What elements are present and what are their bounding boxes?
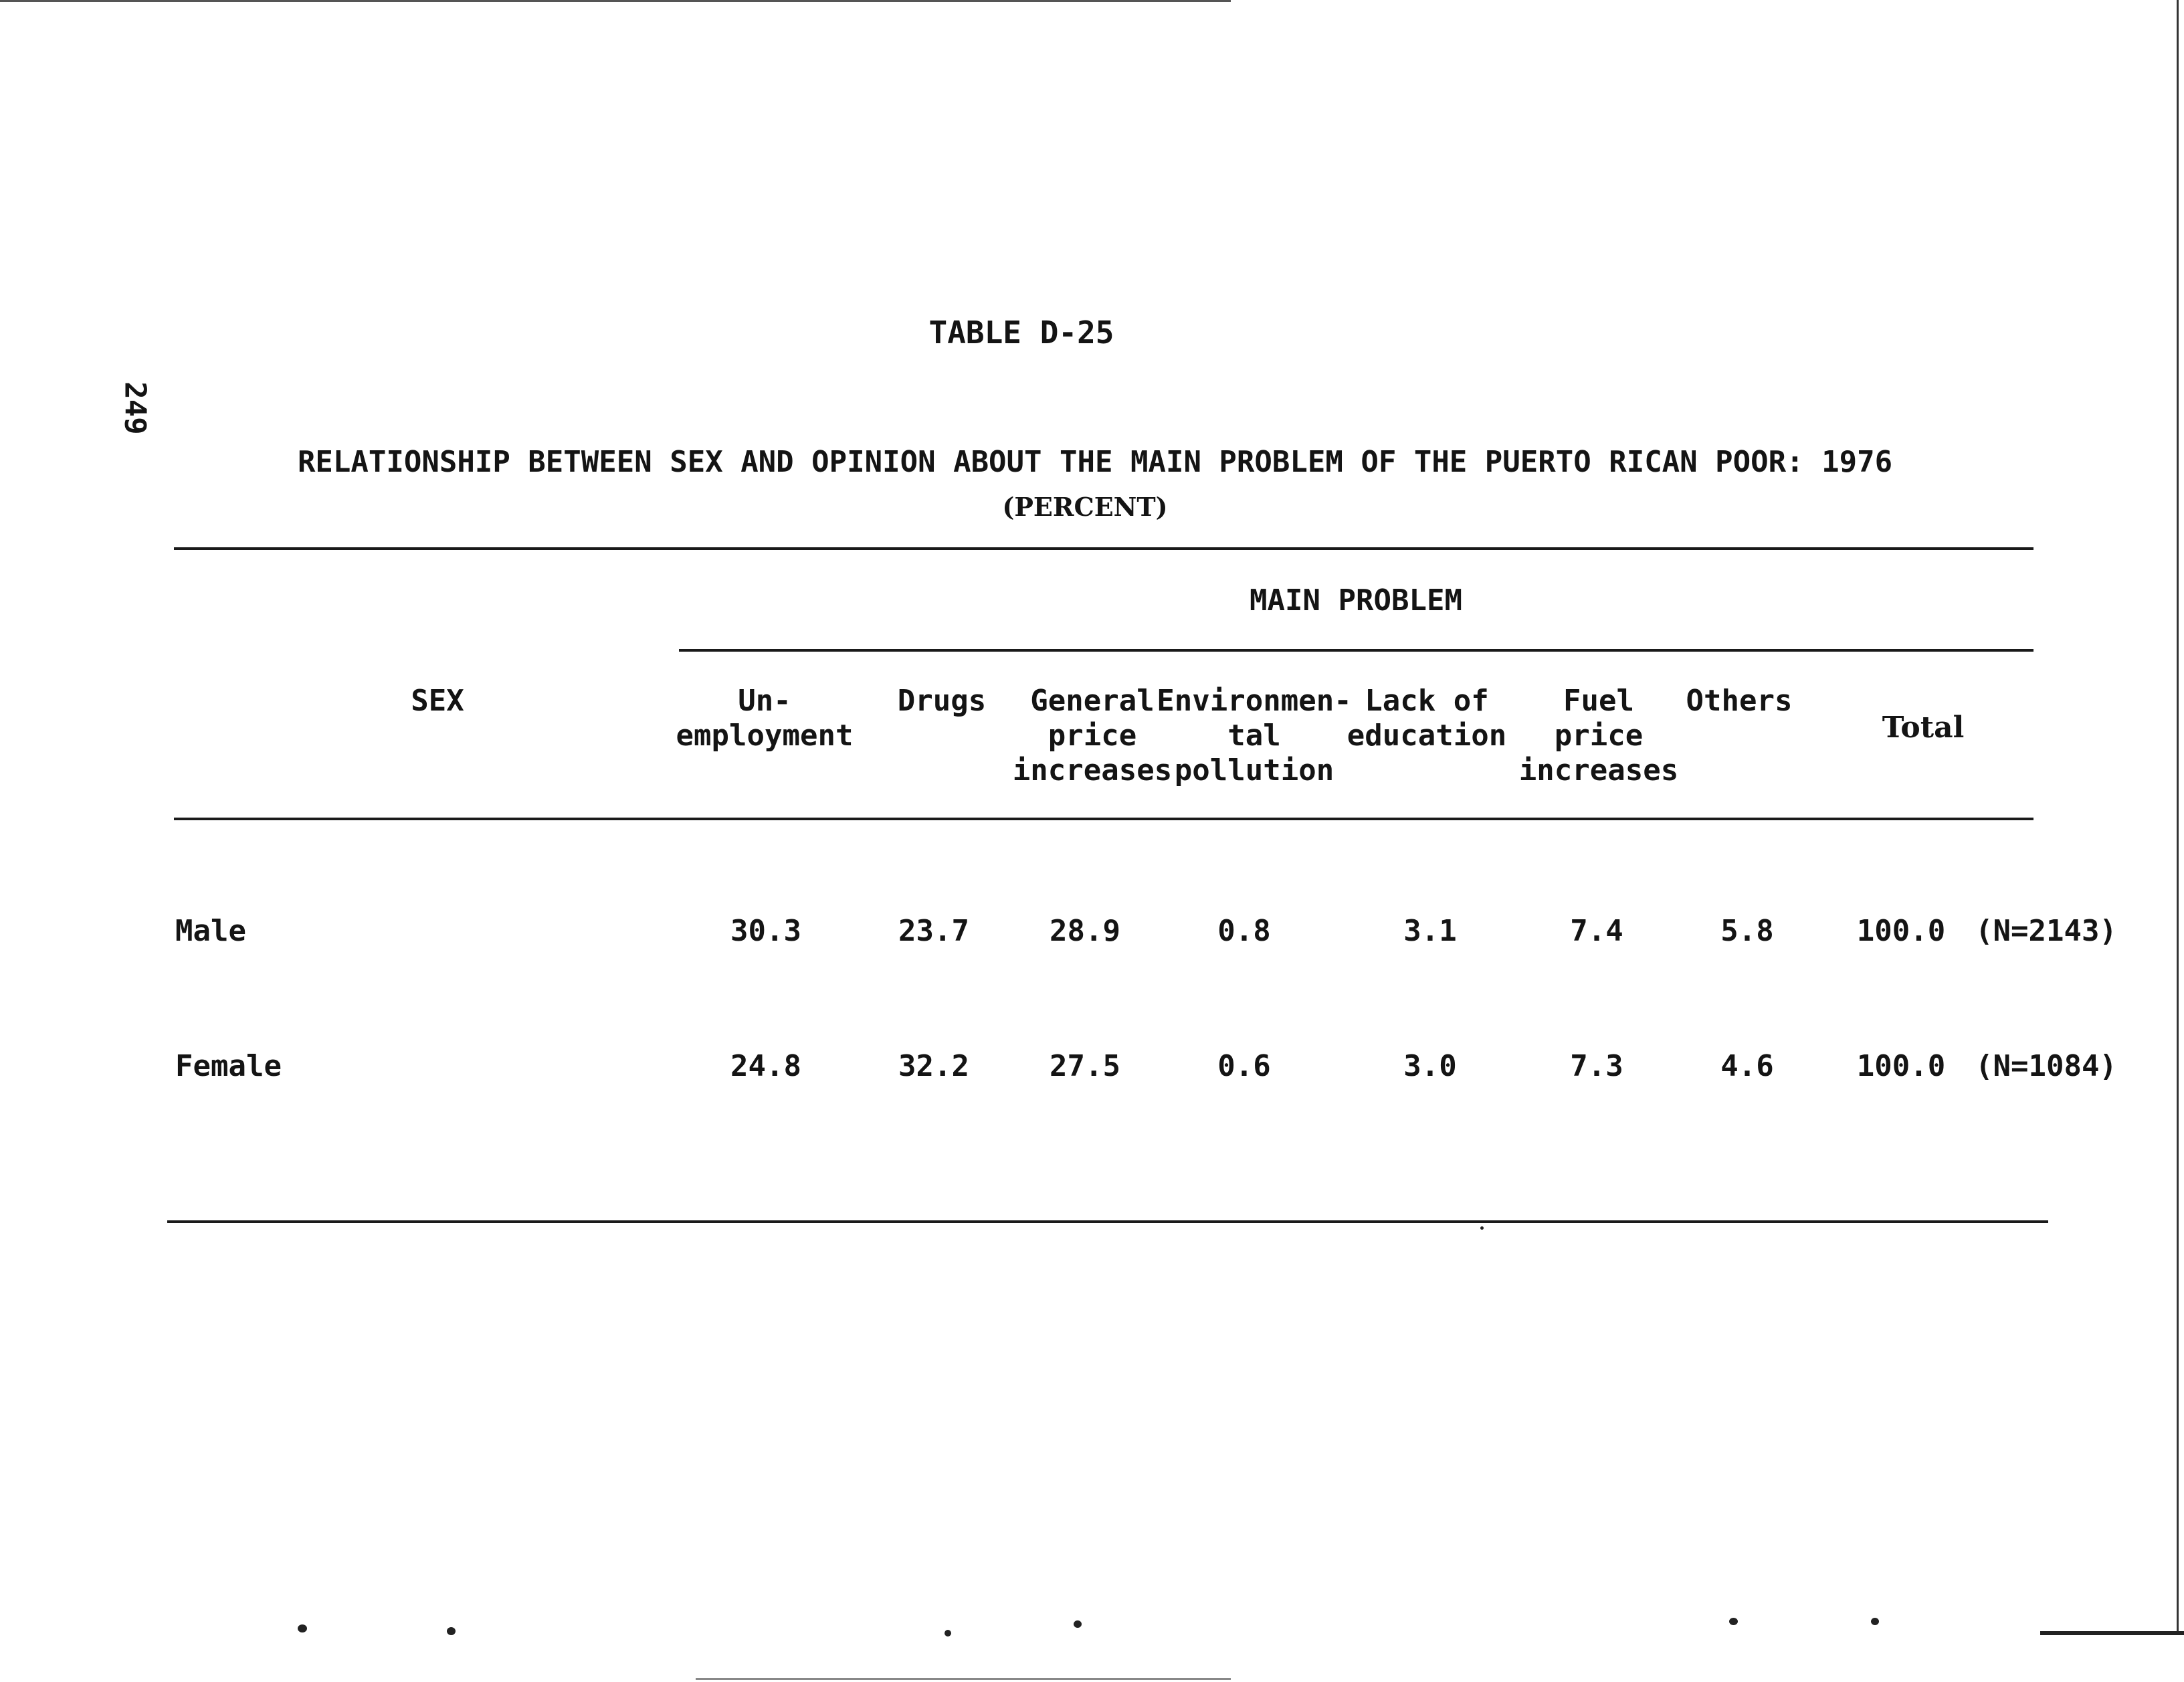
table-top-rule bbox=[174, 547, 2033, 550]
scan-edge-bottom bbox=[2040, 1631, 2184, 1635]
row-label-female: Female bbox=[175, 1049, 282, 1083]
cell-female-unemployment: 24.8 bbox=[730, 1049, 801, 1083]
cell-female-total: 100.0 bbox=[1856, 1049, 1946, 1083]
cell-male-education: 3.1 bbox=[1403, 914, 1457, 948]
scan-speck bbox=[447, 1627, 456, 1635]
header-bottom-rule bbox=[174, 818, 2033, 820]
scan-speck bbox=[298, 1624, 307, 1632]
cell-female-n: (N=1084) bbox=[1975, 1049, 2117, 1083]
cell-male-unemployment: 30.3 bbox=[730, 914, 801, 948]
col-header-environmental-pollution: Environmen- tal pollution bbox=[1157, 684, 1352, 787]
group-header-rule bbox=[679, 649, 2033, 652]
cell-male-fuel-price: 7.4 bbox=[1570, 914, 1623, 948]
col-header-total: Total bbox=[1882, 711, 1965, 745]
row-header-sex: SEX bbox=[411, 684, 464, 718]
cell-male-general-price: 28.9 bbox=[1050, 914, 1120, 948]
cell-female-drugs: 32.2 bbox=[898, 1049, 969, 1083]
col-header-others: Others bbox=[1686, 684, 1793, 718]
cell-female-others: 4.6 bbox=[1720, 1049, 1774, 1083]
row-label-male: Male bbox=[175, 914, 246, 948]
cell-male-total: 100.0 bbox=[1856, 914, 1946, 948]
table-title: TABLE D-25 bbox=[928, 314, 1114, 351]
cell-male-others: 5.8 bbox=[1720, 914, 1774, 948]
cell-female-fuel-price: 7.3 bbox=[1570, 1049, 1623, 1083]
scan-edge-bottom-left bbox=[696, 1678, 1231, 1680]
scan-edge-top bbox=[0, 0, 1231, 2]
table-caption-unit: (PERCENT) bbox=[1002, 492, 1168, 522]
scan-speck bbox=[1729, 1618, 1738, 1625]
group-header-main-problem: MAIN PROBLEM bbox=[1250, 583, 1462, 618]
col-header-drugs: Drugs bbox=[897, 684, 987, 718]
scan-speck bbox=[1074, 1620, 1082, 1628]
scan-speck bbox=[945, 1630, 951, 1637]
cell-male-environmental: 0.8 bbox=[1217, 914, 1271, 948]
cell-female-education: 3.0 bbox=[1403, 1049, 1457, 1083]
col-header-fuel-price-increases: Fuel price increases bbox=[1518, 684, 1679, 787]
page-number: 249 bbox=[118, 381, 153, 435]
scan-edge-right bbox=[2177, 0, 2179, 1632]
cell-female-environmental: 0.6 bbox=[1217, 1049, 1271, 1083]
table-caption: RELATIONSHIP BETWEEN SEX AND OPINION ABOUT THE MAIN PROBLEM OF THE PUERTO RICAN POOR: 1976 bbox=[297, 445, 1893, 479]
scan-speck bbox=[1480, 1226, 1484, 1230]
col-header-unemployment: Un- employment bbox=[676, 684, 854, 753]
table-bottom-rule bbox=[167, 1220, 2048, 1223]
cell-male-drugs: 23.7 bbox=[898, 914, 969, 948]
col-header-general-price-increases: General price increases bbox=[1012, 684, 1173, 787]
col-header-lack-of-education: Lack of education bbox=[1347, 684, 1507, 753]
cell-female-general-price: 27.5 bbox=[1050, 1049, 1120, 1083]
cell-male-n: (N=2143) bbox=[1975, 914, 2117, 948]
scan-speck bbox=[1871, 1618, 1879, 1625]
